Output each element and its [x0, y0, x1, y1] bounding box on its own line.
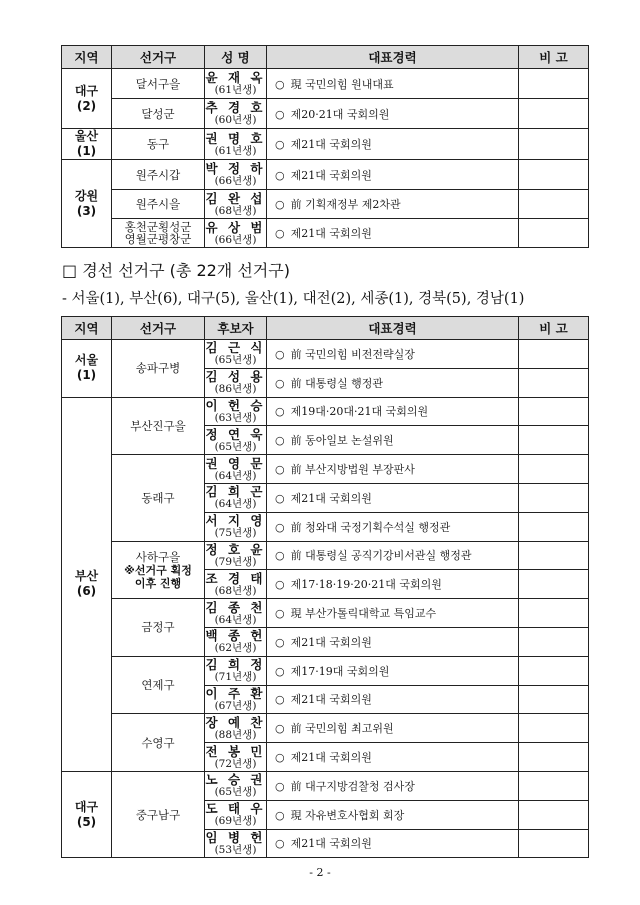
candidate-cell — [205, 160, 267, 190]
bullet-icon: ○ — [275, 808, 285, 822]
table-row — [62, 69, 589, 99]
candidate-name: 윤 재 옥 — [205, 70, 266, 85]
table-row — [62, 99, 589, 129]
header-note: 비 고 — [519, 317, 589, 340]
career-text: 제17·18·19·20·21대 국회의원 — [290, 578, 442, 592]
bullet-icon: ○ — [275, 405, 285, 419]
district-cell — [112, 190, 205, 219]
bullet-icon: ○ — [275, 549, 285, 563]
candidate-birth: (64년생) — [214, 498, 257, 511]
candidate-cell — [205, 800, 267, 829]
district-cell — [112, 340, 205, 398]
candidate-name: 정 호 윤 — [205, 541, 266, 557]
section-summary: - 서울(1), 부산(6), 대구(5), 울산(1), 대전(2), 세종(1), 경북(5), 경남(1) — [62, 291, 525, 307]
region-cell — [62, 771, 112, 857]
district-name: 사하구을 — [135, 549, 181, 564]
career-text: 現 자유변호사협회 회장 — [290, 808, 405, 822]
candidate-cell — [205, 570, 267, 599]
career-cell — [267, 397, 519, 426]
career-cell — [267, 656, 519, 685]
candidate-name: 임 병 헌 — [205, 829, 266, 845]
candidate-birth: (65년생) — [214, 354, 257, 367]
district-cell — [112, 99, 205, 129]
candidate-name: 김 희 곤 — [205, 484, 266, 500]
incumbent-table — [61, 45, 589, 248]
candidate-name: 추 경 호 — [205, 100, 266, 115]
table-row — [62, 771, 589, 800]
candidate-cell — [205, 656, 267, 685]
district-name: 금정구 — [141, 620, 175, 635]
note-cell — [519, 190, 589, 219]
career-cell — [267, 743, 519, 772]
bullet-icon: ○ — [275, 578, 285, 592]
district-cell — [112, 771, 205, 857]
header-career: 대표경력 — [267, 46, 519, 69]
bullet-icon: ○ — [275, 347, 285, 361]
district-cell — [112, 599, 205, 657]
note-cell — [519, 455, 589, 484]
district-name: 원주시갑 — [135, 167, 181, 182]
career-cell — [267, 829, 519, 858]
candidate-name: 김 성 용 — [205, 369, 266, 385]
career-text: 現 국민의힘 원내대표 — [290, 77, 394, 91]
bullet-icon: ○ — [275, 138, 285, 151]
candidate-cell — [205, 455, 267, 484]
career-text: 제20·21대 국회의원 — [290, 107, 390, 121]
district-cell — [112, 656, 205, 714]
header-region: 지역 — [62, 46, 112, 69]
bullet-icon: ○ — [275, 107, 285, 121]
table-row — [62, 714, 589, 743]
region-cell — [62, 340, 112, 398]
candidate-name: 권 명 호 — [205, 130, 266, 146]
career-text: 前 대구지방검찰청 검사장 — [290, 779, 415, 793]
career-cell — [267, 800, 519, 829]
candidate-name: 이 주 환 — [205, 685, 266, 701]
career-cell — [267, 368, 519, 397]
candidate-cell — [205, 829, 267, 858]
candidate-birth: (75년생) — [214, 527, 257, 540]
note-cell — [519, 160, 589, 190]
region-count: (5) — [76, 814, 97, 829]
career-cell — [267, 219, 519, 248]
career-text: 제21대 국회의원 — [290, 635, 372, 649]
header-district: 선거구 — [112, 46, 205, 69]
bullet-icon: ○ — [275, 664, 285, 678]
note-cell — [519, 685, 589, 714]
candidate-cell — [205, 340, 267, 369]
note-cell — [519, 397, 589, 426]
region-name: 강원 — [74, 188, 99, 203]
candidate-cell — [205, 129, 267, 160]
note-cell — [519, 340, 589, 369]
district-name: 달성군 — [141, 106, 175, 121]
candidate-name: 정 연 욱 — [205, 426, 266, 442]
candidate-cell — [205, 483, 267, 512]
bullet-icon: ○ — [275, 491, 285, 505]
career-text: 前 대통령실 행정관 — [290, 376, 383, 390]
district-cell — [112, 714, 205, 772]
note-cell — [519, 219, 589, 248]
table-row — [62, 160, 589, 190]
candidate-birth: (72년생) — [214, 757, 257, 770]
table-row — [62, 656, 589, 685]
candidate-name: 서 지 영 — [205, 513, 266, 529]
candidate-birth: (68년생) — [214, 204, 257, 217]
district-name: 동구 — [146, 137, 170, 151]
career-cell — [267, 570, 519, 599]
bullet-icon: ○ — [275, 722, 285, 736]
note-cell — [519, 656, 589, 685]
note-cell — [519, 426, 589, 455]
candidate-name: 김 근 식 — [205, 340, 266, 356]
bullet-icon: ○ — [275, 837, 285, 851]
bullet-icon: ○ — [275, 463, 285, 477]
table-row — [62, 397, 589, 426]
district-cell — [112, 69, 205, 99]
career-cell — [267, 512, 519, 541]
career-text: 제21대 국회의원 — [290, 751, 372, 765]
bullet-icon: ○ — [275, 168, 285, 182]
table-header-row — [62, 46, 589, 69]
candidate-name: 노 승 권 — [205, 772, 266, 788]
candidate-cell — [205, 599, 267, 628]
section-title: □ 경선 선거구 (총 22개 선거구) — [62, 261, 290, 280]
bullet-icon: ○ — [275, 376, 285, 390]
header-career: 대표경력 — [267, 317, 519, 340]
district-name: 중구남구 — [135, 807, 181, 822]
note-cell — [519, 743, 589, 772]
table-row — [62, 129, 589, 160]
table-header-row — [62, 317, 589, 340]
header-note: 비 고 — [519, 46, 589, 69]
note-cell — [519, 368, 589, 397]
candidate-cell — [205, 69, 267, 99]
career-cell — [267, 340, 519, 369]
note-cell — [519, 800, 589, 829]
table-row — [62, 599, 589, 628]
candidate-cell — [205, 368, 267, 397]
header-candidate: 후보자 — [205, 317, 267, 340]
candidate-birth: (53년생) — [214, 843, 257, 856]
candidate-birth: (69년생) — [214, 815, 257, 828]
region-count: (1) — [76, 368, 97, 383]
note-cell — [519, 129, 589, 160]
career-text: 제21대 국회의원 — [290, 837, 372, 851]
table-row — [62, 541, 589, 570]
candidate-name: 김 희 정 — [205, 657, 266, 673]
career-text: 제21대 국회의원 — [290, 168, 372, 182]
district-name: 송파구병 — [135, 361, 181, 376]
table-row — [62, 455, 589, 484]
table-row — [62, 340, 589, 369]
candidate-birth: (64년생) — [214, 613, 257, 626]
candidate-name: 김 완 섭 — [205, 190, 266, 206]
region-cell — [62, 69, 112, 129]
candidate-birth: (60년생) — [214, 114, 257, 126]
candidate-cell — [205, 426, 267, 455]
bullet-icon: ○ — [275, 77, 285, 91]
region-name: 부산 — [74, 569, 99, 584]
candidate-name: 이 헌 승 — [205, 397, 266, 413]
bullet-icon: ○ — [275, 434, 285, 448]
candidate-birth: (86년생) — [214, 383, 257, 396]
candidate-name: 권 영 문 — [205, 455, 266, 471]
career-text: 前 청와대 국정기획수석실 행정관 — [290, 520, 451, 534]
district-name: 수영구 — [141, 735, 175, 750]
district-cell — [112, 129, 205, 160]
career-cell — [267, 160, 519, 190]
district-cell — [112, 160, 205, 190]
header-name: 성 명 — [205, 46, 267, 69]
career-text: 前 대통령실 공직기강비서관실 행정관 — [290, 549, 472, 563]
candidate-name: 박 정 하 — [205, 161, 266, 176]
candidate-birth: (65년생) — [214, 440, 257, 453]
career-text: 제21대 국회의원 — [290, 491, 372, 505]
region-name: 대구 — [74, 799, 99, 814]
candidate-birth: (68년생) — [214, 584, 257, 597]
candidate-cell — [205, 541, 267, 570]
career-cell — [267, 455, 519, 484]
district-name: 원주시을 — [135, 197, 181, 211]
region-cell — [62, 129, 112, 160]
district-name: 연제구 — [141, 678, 175, 693]
career-text: 前 기획재정부 제2차관 — [290, 198, 401, 211]
candidate-birth: (88년생) — [214, 728, 257, 741]
bullet-icon: ○ — [275, 520, 285, 534]
candidate-cell — [205, 627, 267, 656]
candidate-birth: (63년생) — [214, 411, 257, 424]
candidate-name: 조 경 태 — [205, 570, 266, 586]
region-count: (1) — [76, 144, 97, 158]
district-name: 달서구을 — [135, 76, 181, 91]
note-cell — [519, 829, 589, 858]
candidate-birth: (67년생) — [214, 699, 257, 712]
career-cell — [267, 541, 519, 570]
career-cell — [267, 599, 519, 628]
candidate-birth: (79년생) — [214, 555, 257, 568]
candidate-birth: (66년생) — [214, 175, 257, 187]
career-text: 前 부산지방법원 부장판사 — [290, 463, 415, 477]
career-text: 前 국민의힘 비전전략실장 — [290, 347, 415, 361]
candidate-name: 도 태 우 — [205, 801, 266, 817]
bullet-icon: ○ — [275, 779, 285, 793]
career-cell — [267, 627, 519, 656]
bullet-icon: ○ — [275, 198, 285, 211]
career-text: 제17·19대 국회의원 — [290, 664, 390, 678]
region-count: (6) — [76, 584, 97, 599]
candidate-cell — [205, 771, 267, 800]
career-text: 제21대 국회의원 — [290, 693, 372, 707]
career-cell — [267, 99, 519, 129]
career-cell — [267, 129, 519, 160]
bullet-icon: ○ — [275, 607, 285, 621]
region-name: 서울 — [74, 353, 99, 368]
candidate-cell — [205, 743, 267, 772]
career-cell — [267, 771, 519, 800]
district-note: ※선거구 획정 이후 진행 — [124, 563, 192, 590]
district-name: 홍천군횡성군 영월군평창군 — [124, 220, 192, 246]
bullet-icon: ○ — [275, 635, 285, 649]
note-cell — [519, 714, 589, 743]
header-district: 선거구 — [112, 317, 205, 340]
candidate-name: 김 종 천 — [205, 599, 266, 615]
note-cell — [519, 570, 589, 599]
candidate-birth: (61년생) — [214, 144, 257, 157]
candidate-name: 백 종 헌 — [205, 628, 266, 644]
candidate-name: 유 상 범 — [205, 219, 266, 235]
candidate-cell — [205, 397, 267, 426]
bullet-icon: ○ — [275, 693, 285, 707]
career-text: 제21대 국회의원 — [290, 138, 372, 151]
career-cell — [267, 69, 519, 99]
candidate-cell — [205, 512, 267, 541]
page-number: - 2 - — [309, 866, 331, 879]
region-cell — [62, 160, 112, 248]
candidate-birth: (66년생) — [214, 233, 257, 246]
header-region: 지역 — [62, 317, 112, 340]
career-cell — [267, 190, 519, 219]
region-name: 울산 — [74, 129, 99, 143]
candidate-cell — [205, 190, 267, 219]
career-cell — [267, 426, 519, 455]
career-text: 前 동아일보 논설위원 — [290, 434, 394, 448]
bullet-icon: ○ — [275, 751, 285, 765]
region-count: (3) — [76, 203, 97, 218]
region-name: 대구 — [74, 83, 99, 98]
district-cell — [112, 541, 205, 599]
candidate-name: 전 봉 민 — [205, 743, 266, 759]
region-count: (2) — [76, 98, 97, 113]
district-cell — [112, 397, 205, 455]
bullet-icon: ○ — [275, 227, 285, 240]
candidate-cell — [205, 685, 267, 714]
note-cell — [519, 627, 589, 656]
candidate-birth: (61년생) — [214, 84, 257, 96]
note-cell — [519, 512, 589, 541]
candidate-birth: (71년생) — [214, 671, 257, 684]
candidate-birth: (62년생) — [214, 642, 257, 655]
career-text: 제19대·20대·21대 국회의원 — [290, 405, 429, 419]
note-cell — [519, 599, 589, 628]
district-cell — [112, 219, 205, 248]
note-cell — [519, 771, 589, 800]
district-name: 부산진구을 — [130, 418, 186, 433]
career-cell — [267, 685, 519, 714]
career-text: 제21대 국회의원 — [290, 227, 372, 240]
note-cell — [519, 483, 589, 512]
district-cell — [112, 455, 205, 541]
career-cell — [267, 714, 519, 743]
region-cell — [62, 397, 112, 771]
career-text: 現 부산가톨릭대학교 특임교수 — [290, 607, 437, 621]
table-row — [62, 219, 589, 248]
career-text: 前 국민의힘 최고위원 — [290, 722, 394, 736]
career-cell — [267, 483, 519, 512]
note-cell — [519, 541, 589, 570]
candidate-birth: (65년생) — [214, 786, 257, 799]
candidate-cell — [205, 714, 267, 743]
note-cell — [519, 99, 589, 129]
candidate-birth: (64년생) — [214, 469, 257, 482]
primary-table — [61, 316, 589, 858]
candidate-cell — [205, 99, 267, 129]
candidate-name: 장 예 찬 — [205, 714, 266, 730]
candidate-cell — [205, 219, 267, 248]
table-row — [62, 190, 589, 219]
note-cell — [519, 69, 589, 99]
district-name: 동래구 — [141, 490, 175, 505]
